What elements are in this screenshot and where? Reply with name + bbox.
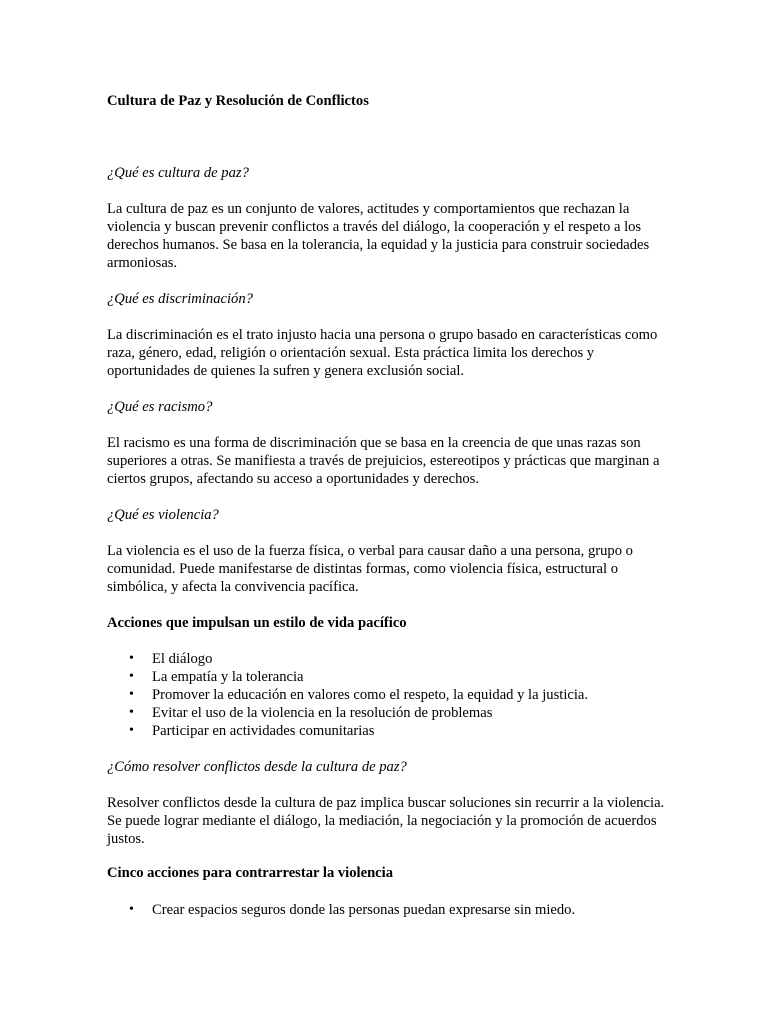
list-item: [107, 686, 667, 704]
list-item-text: Participar en actividades comunitarias: [152, 723, 375, 739]
list-item-text: Crear espacios seguros donde las personas puedan expresarse sin miedo.: [152, 902, 576, 918]
bullet-list: [107, 650, 667, 740]
list-item: [107, 901, 667, 919]
question-heading: ¿Qué es discriminación?: [107, 291, 253, 307]
list-item-text: La empatía y la tolerancia: [152, 669, 304, 685]
bullet-icon: •: [129, 687, 134, 702]
paragraph: La violencia es el uso de la fuerza física, o verbal para causar daño a una persona, grupo o comunidad. Puede manifestarse de distintas formas, como violencia física, estructural o simbólica, y afecta la convivencia pacífica.: [107, 543, 633, 595]
list-item-text: Evitar el uso de la violencia en la resolución de problemas: [152, 705, 493, 721]
bullet-icon: •: [129, 902, 134, 917]
list-item: [107, 650, 667, 668]
bullet-icon: •: [129, 669, 134, 684]
list-item-text: El diálogo: [152, 651, 213, 667]
list-item: [107, 704, 667, 722]
paragraph: El racismo es una forma de discriminación que se basa en la creencia de que unas razas son superiores a otras. Se manifiesta a través de prejuicios, estereotipos y prácticas que marginan a ciertos grupos, afectando su acceso a oportunidades y derechos.: [107, 435, 660, 487]
bullet-list: [107, 901, 667, 919]
paragraph: La discriminación es el trato injusto hacia una persona o grupo basado en características como raza, género, edad, religión o orientación sexual. Esta práctica limita los derechos y oportunidades de quienes la sufren y genera exclusión social.: [107, 327, 658, 379]
list-item-text: Promover la educación en valores como el respeto, la equidad y la justicia.: [152, 687, 589, 703]
bullet-icon: •: [129, 723, 134, 738]
section-heading: Acciones que impulsan un estilo de vida pacífico: [107, 615, 407, 631]
document-page: [107, 92, 667, 919]
question-heading: ¿Qué es racismo?: [107, 399, 213, 415]
paragraph: Resolver conflictos desde la cultura de paz implica buscar soluciones sin recurrir a la violencia. Se puede lograr mediante el diálogo, la mediación, la negociación y la promoción de acuerdos justos.: [107, 795, 665, 847]
document-title: Cultura de Paz y Resolución de Conflictos: [107, 93, 369, 109]
list-item: [107, 668, 667, 686]
bullet-icon: •: [129, 705, 134, 720]
paragraph: La cultura de paz es un conjunto de valores, actitudes y comportamientos que rechazan la violencia y buscan prevenir conflictos a través del diálogo, la cooperación y el respeto a los derechos humanos. Se basa en la tolerancia, la equidad y la justicia para construir sociedades armoniosas.: [107, 201, 650, 271]
bullet-icon: •: [129, 651, 134, 666]
section-heading: Cinco acciones para contrarrestar la violencia: [107, 865, 394, 881]
list-item: [107, 722, 667, 740]
question-heading: ¿Cómo resolver conflictos desde la cultura de paz?: [107, 759, 407, 775]
question-heading: ¿Qué es violencia?: [107, 507, 219, 523]
question-heading: ¿Qué es cultura de paz?: [107, 165, 249, 181]
